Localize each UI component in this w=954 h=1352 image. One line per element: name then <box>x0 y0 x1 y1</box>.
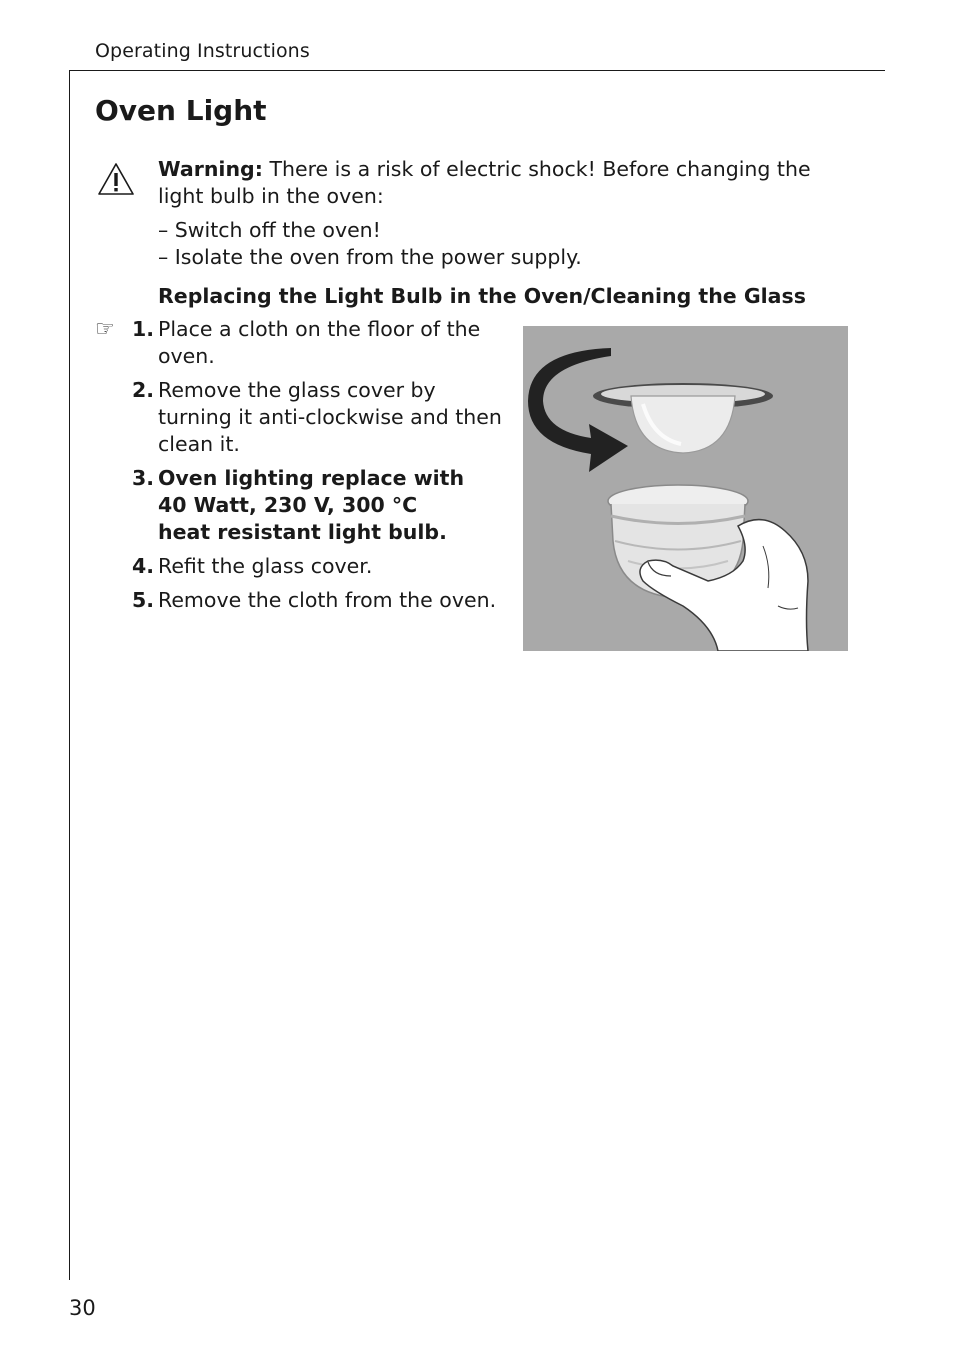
warning-list <box>158 217 582 271</box>
header-rule <box>69 70 885 71</box>
warning-triangle-icon <box>97 162 135 196</box>
illustration-bulb-cover <box>523 326 848 651</box>
step-text-line: 40 Watt, 230 V, 300 °C <box>158 493 418 517</box>
pointing-hand-icon: ☞ <box>95 317 115 342</box>
steps-list <box>130 316 510 614</box>
page-title: Oven Light <box>95 94 267 127</box>
warning-body: There is a risk of electric shock! Before changing the light bulb in the oven: <box>158 157 811 208</box>
illustration-svg <box>523 326 848 651</box>
step-text: Remove the glass cover by turning it anti-clockwise and then clean it. <box>158 378 502 456</box>
margin-rule <box>69 70 70 1280</box>
step-item <box>130 587 510 614</box>
step-text: Remove the cloth from the oven. <box>158 588 497 612</box>
step-number: 2. <box>132 378 155 402</box>
warning-label: Warning: <box>158 157 263 181</box>
page-number: 30 <box>69 1296 96 1320</box>
step-item <box>130 553 510 580</box>
running-header: Operating Instructions <box>95 40 310 62</box>
step-item <box>130 465 510 546</box>
step-text: Place a cloth on the floor of the oven. <box>158 317 481 368</box>
step-text: Refit the glass cover. <box>158 554 373 578</box>
warning-text <box>158 156 858 210</box>
step-number: 4. <box>132 554 155 578</box>
warning-item: – Switch off the oven! <box>158 218 381 242</box>
step-number: 3. <box>132 466 155 490</box>
step-text-line: heat resistant light bulb. <box>158 520 447 544</box>
procedure-heading: Replacing the Light Bulb in the Oven/Cleaning the Glass <box>158 284 806 308</box>
step-item <box>130 377 510 458</box>
warning-item: – Isolate the oven from the power supply. <box>158 245 582 269</box>
step-text-line: Oven lighting replace with <box>158 466 465 490</box>
step-number: 5. <box>132 588 155 612</box>
step-item <box>130 316 510 370</box>
step-number: 1. <box>132 317 155 341</box>
